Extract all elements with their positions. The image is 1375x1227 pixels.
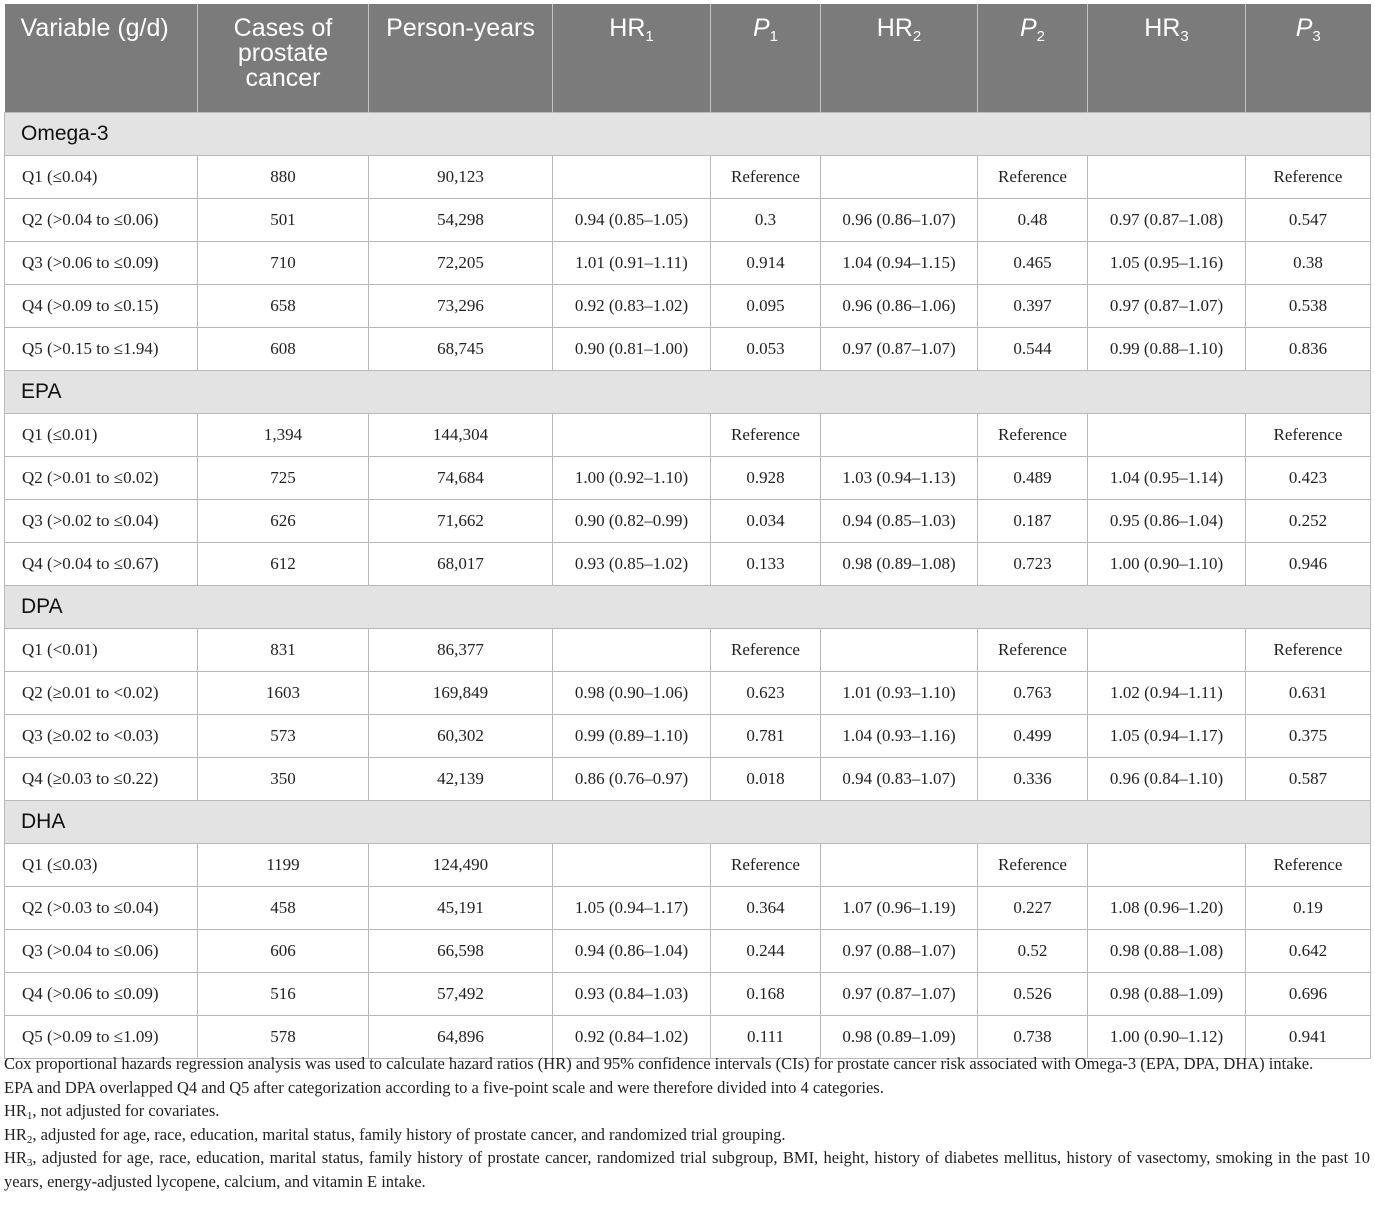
cell-cases: 658: [198, 285, 369, 328]
cell-hr3: 0.99 (0.88–1.10): [1088, 328, 1246, 371]
cell-variable: Q2 (>0.04 to ≤0.06): [5, 199, 198, 242]
cell-person-years: 144,304: [369, 414, 553, 457]
cell-cases: 458: [198, 887, 369, 930]
cell-hr1: [553, 156, 711, 199]
table-row: [5, 457, 1371, 500]
cell-p2: 0.763: [978, 672, 1088, 715]
table-row: [5, 543, 1371, 586]
cell-hr3: 1.04 (0.95–1.14): [1088, 457, 1246, 500]
cell-p3: 0.836: [1246, 328, 1371, 371]
table-row: [5, 758, 1371, 801]
cell-person-years: 169,849: [369, 672, 553, 715]
cell-hr3: 0.95 (0.86–1.04): [1088, 500, 1246, 543]
cell-cases: 606: [198, 930, 369, 973]
cell-cases: 608: [198, 328, 369, 371]
cell-hr1: [553, 629, 711, 672]
cell-hr3: [1088, 629, 1246, 672]
hr-label: HR: [876, 14, 913, 42]
cell-p1: Reference: [711, 844, 821, 887]
cell-hr1: 0.99 (0.89–1.10): [553, 715, 711, 758]
hr-label: HR: [4, 1124, 27, 1144]
cell-p3: 0.946: [1246, 543, 1371, 586]
cell-person-years: 68,017: [369, 543, 553, 586]
cell-hr2: [821, 156, 978, 199]
section-label: DPA: [5, 586, 1371, 629]
hazard-ratio-table: [4, 4, 1371, 1059]
table-row: [5, 715, 1371, 758]
cell-p3: 0.38: [1246, 242, 1371, 285]
table-body: [5, 113, 1371, 1059]
hr-label: HR: [609, 14, 646, 42]
footnote-hr3: [4, 1146, 1370, 1193]
cell-variable: Q4 (>0.04 to ≤0.67): [5, 543, 198, 586]
cell-hr2: [821, 629, 978, 672]
cell-cases: 573: [198, 715, 369, 758]
cell-hr3: 0.96 (0.84–1.10): [1088, 758, 1246, 801]
hr-label: HR: [1144, 14, 1181, 42]
cell-p3: 0.696: [1246, 973, 1371, 1016]
cell-p2: 0.738: [978, 1016, 1088, 1059]
cell-cases: 831: [198, 629, 369, 672]
cell-person-years: 74,684: [369, 457, 553, 500]
section-row: [5, 371, 1371, 414]
cell-person-years: 73,296: [369, 285, 553, 328]
cell-p2: 0.397: [978, 285, 1088, 328]
table-row: [5, 887, 1371, 930]
table-row: [5, 930, 1371, 973]
cell-p2: 0.489: [978, 457, 1088, 500]
table-row: [5, 199, 1371, 242]
cell-hr1: 0.90 (0.81–1.00): [553, 328, 711, 371]
table-header: [5, 4, 1371, 113]
p-subscript: 1: [769, 28, 779, 45]
cell-p2: 0.465: [978, 242, 1088, 285]
cell-p3: 0.423: [1246, 457, 1371, 500]
table-row: [5, 973, 1371, 1016]
cell-p3: 0.538: [1246, 285, 1371, 328]
cell-hr3: [1088, 156, 1246, 199]
cell-p3: Reference: [1246, 844, 1371, 887]
cell-hr1: 0.94 (0.85–1.05): [553, 199, 711, 242]
cell-cases: 626: [198, 500, 369, 543]
table-row: [5, 242, 1371, 285]
footnote-hr3-text: , adjusted for age, race, education, marital status, family history of prostate cancer, randomized trial subgroup, BMI, height, history of diabetes mellitus, history of vasectomy, smoking in the past 10 years, energy-adjusted lycopene, calcium, and vitamin E intake.: [4, 1148, 1370, 1191]
cell-variable: Q4 (>0.06 to ≤0.09): [5, 973, 198, 1016]
hr-subscript: 1: [26, 1110, 33, 1122]
cell-cases: 578: [198, 1016, 369, 1059]
cell-p2: 0.336: [978, 758, 1088, 801]
cell-hr3: 1.05 (0.94–1.17): [1088, 715, 1246, 758]
cell-p1: 0.623: [711, 672, 821, 715]
cell-hr2: 0.98 (0.89–1.09): [821, 1016, 978, 1059]
cell-variable: Q1 (≤0.03): [5, 844, 198, 887]
cell-p3: Reference: [1246, 629, 1371, 672]
cell-variable: Q3 (>0.02 to ≤0.04): [5, 500, 198, 543]
cell-p1: 0.914: [711, 242, 821, 285]
cell-hr2: 1.03 (0.94–1.13): [821, 457, 978, 500]
cell-hr1: 0.93 (0.84–1.03): [553, 973, 711, 1016]
header-hr3: [1088, 4, 1246, 113]
cell-variable: Q1 (≤0.01): [5, 414, 198, 457]
cell-p3: 0.941: [1246, 1016, 1371, 1059]
cell-hr1: [553, 414, 711, 457]
cell-cases: 350: [198, 758, 369, 801]
cell-p2: 0.227: [978, 887, 1088, 930]
cell-hr2: 0.96 (0.86–1.07): [821, 199, 978, 242]
results-table-container: [4, 4, 1370, 1059]
cell-p1: 0.034: [711, 500, 821, 543]
cell-p1: 0.168: [711, 973, 821, 1016]
cell-p2: Reference: [978, 414, 1088, 457]
footnote-hr1: [4, 1099, 1370, 1123]
cell-variable: Q5 (>0.15 to ≤1.94): [5, 328, 198, 371]
cell-p1: 0.095: [711, 285, 821, 328]
cell-hr2: [821, 414, 978, 457]
cell-p1: 0.018: [711, 758, 821, 801]
cell-hr3: 1.08 (0.96–1.20): [1088, 887, 1246, 930]
cell-hr3: 1.02 (0.94–1.11): [1088, 672, 1246, 715]
p-label: P: [752, 14, 770, 42]
cell-person-years: 90,123: [369, 156, 553, 199]
cell-hr1: 1.01 (0.91–1.11): [553, 242, 711, 285]
cell-person-years: 68,745: [369, 328, 553, 371]
hr-subscript: 3: [26, 1157, 33, 1169]
cell-p1: Reference: [711, 629, 821, 672]
section-label: EPA: [5, 371, 1371, 414]
cell-cases: 516: [198, 973, 369, 1016]
cell-p2: 0.52: [978, 930, 1088, 973]
cell-person-years: 54,298: [369, 199, 553, 242]
cell-person-years: 72,205: [369, 242, 553, 285]
cell-p2: 0.187: [978, 500, 1088, 543]
cell-hr1: 0.86 (0.76–0.97): [553, 758, 711, 801]
section-label: DHA: [5, 801, 1371, 844]
table-row: [5, 500, 1371, 543]
cell-variable: Q3 (>0.06 to ≤0.09): [5, 242, 198, 285]
footnote-hr2: [4, 1123, 1370, 1147]
hr-subscript: 1: [645, 28, 654, 45]
cell-hr3: [1088, 844, 1246, 887]
cell-variable: Q2 (>0.03 to ≤0.04): [5, 887, 198, 930]
table-footnotes: [4, 1052, 1370, 1193]
cell-p1: 0.928: [711, 457, 821, 500]
p-subscript: 2: [1036, 28, 1046, 45]
p-label: P: [1295, 14, 1313, 42]
hr-subscript: 2: [912, 28, 922, 45]
cell-hr2: 0.94 (0.83–1.07): [821, 758, 978, 801]
cell-p2: Reference: [978, 629, 1088, 672]
cell-p2: 0.499: [978, 715, 1088, 758]
cell-p3: 0.252: [1246, 500, 1371, 543]
cell-p3: 0.642: [1246, 930, 1371, 973]
cell-hr2: 1.04 (0.93–1.16): [821, 715, 978, 758]
header-p3: [1246, 4, 1371, 113]
cell-variable: Q2 (≥0.01 to <0.02): [5, 672, 198, 715]
cell-hr1: 0.98 (0.90–1.06): [553, 672, 711, 715]
cell-cases: 1603: [198, 672, 369, 715]
cell-hr2: 0.96 (0.86–1.06): [821, 285, 978, 328]
cell-hr3: 1.00 (0.90–1.10): [1088, 543, 1246, 586]
footnote-hr2-text: , adjusted for age, race, education, marital status, family history of prostate cancer, and randomized trial grouping.: [32, 1124, 786, 1144]
table-row: [5, 414, 1371, 457]
cell-person-years: 66,598: [369, 930, 553, 973]
cell-variable: Q1 (<0.01): [5, 629, 198, 672]
cell-p2: 0.526: [978, 973, 1088, 1016]
cell-cases: 710: [198, 242, 369, 285]
cell-p3: Reference: [1246, 156, 1371, 199]
cell-person-years: 60,302: [369, 715, 553, 758]
header-p1: [711, 4, 821, 113]
cell-person-years: 71,662: [369, 500, 553, 543]
section-label: Omega-3: [5, 113, 1371, 156]
footnote-hr1-text: , not adjusted for covariates.: [32, 1101, 220, 1120]
hr-label: HR: [4, 1101, 27, 1120]
hr-subscript: 2: [26, 1133, 33, 1146]
cell-p3: 0.547: [1246, 199, 1371, 242]
cell-p2: 0.48: [978, 199, 1088, 242]
cell-p2: 0.723: [978, 543, 1088, 586]
cell-hr2: 0.97 (0.88–1.07): [821, 930, 978, 973]
cell-p3: 0.587: [1246, 758, 1371, 801]
cell-cases: 1,394: [198, 414, 369, 457]
cell-variable: Q4 (≥0.03 to ≤0.22): [5, 758, 198, 801]
cell-hr3: 0.97 (0.87–1.07): [1088, 285, 1246, 328]
footnote-method: Cox proportional hazards regression analysis was used to calculate hazard ratios (HR) and 95% confidence intervals (CIs) for prostate cancer risk associated with Omega-3 (EPA, DPA, DHA) intake.: [4, 1054, 1314, 1073]
cell-p1: 0.781: [711, 715, 821, 758]
cell-person-years: 57,492: [369, 973, 553, 1016]
cell-variable: Q3 (>0.04 to ≤0.06): [5, 930, 198, 973]
cell-p1: 0.111: [711, 1016, 821, 1059]
table-row: [5, 156, 1371, 199]
cell-hr2: 1.04 (0.94–1.15): [821, 242, 978, 285]
cell-person-years: 64,896: [369, 1016, 553, 1059]
cell-hr1: [553, 844, 711, 887]
table-row: [5, 672, 1371, 715]
cell-cases: 612: [198, 543, 369, 586]
table-row: [5, 285, 1371, 328]
cell-p1: 0.133: [711, 543, 821, 586]
table-row: [5, 844, 1371, 887]
cell-person-years: 42,139: [369, 758, 553, 801]
table-row: [5, 629, 1371, 672]
header-person-years: Person-years: [369, 4, 553, 113]
header-hr2: [821, 4, 978, 113]
cell-hr2: 1.01 (0.93–1.10): [821, 672, 978, 715]
cell-cases: 880: [198, 156, 369, 199]
hr-subscript: 3: [1180, 28, 1189, 45]
cell-hr1: 0.93 (0.85–1.02): [553, 543, 711, 586]
cell-hr3: 0.97 (0.87–1.08): [1088, 199, 1246, 242]
cell-hr1: 0.92 (0.83–1.02): [553, 285, 711, 328]
cell-cases: 501: [198, 199, 369, 242]
section-row: [5, 586, 1371, 629]
cell-hr3: 0.98 (0.88–1.09): [1088, 973, 1246, 1016]
cell-p3: Reference: [1246, 414, 1371, 457]
section-row: [5, 113, 1371, 156]
cell-hr3: [1088, 414, 1246, 457]
cell-hr3: 1.00 (0.90–1.12): [1088, 1016, 1246, 1059]
cell-hr3: 0.98 (0.88–1.08): [1088, 930, 1246, 973]
cell-hr1: 1.00 (0.92–1.10): [553, 457, 711, 500]
hr-label: HR: [4, 1148, 27, 1167]
cell-p1: 0.364: [711, 887, 821, 930]
cell-p3: 0.375: [1246, 715, 1371, 758]
cell-hr1: 1.05 (0.94–1.17): [553, 887, 711, 930]
cell-p1: Reference: [711, 414, 821, 457]
cell-variable: Q5 (>0.09 to ≤1.09): [5, 1016, 198, 1059]
cell-hr3: 1.05 (0.95–1.16): [1088, 242, 1246, 285]
cell-p1: Reference: [711, 156, 821, 199]
cell-p3: 0.19: [1246, 887, 1371, 930]
cell-person-years: 124,490: [369, 844, 553, 887]
header-variable: Variable (g/d): [5, 4, 198, 113]
cell-hr2: 0.94 (0.85–1.03): [821, 500, 978, 543]
cell-p1: 0.053: [711, 328, 821, 371]
cell-person-years: 86,377: [369, 629, 553, 672]
cell-p3: 0.631: [1246, 672, 1371, 715]
cell-p1: 0.3: [711, 199, 821, 242]
header-hr1: [553, 4, 711, 113]
cell-hr2: [821, 844, 978, 887]
cell-p2: Reference: [978, 156, 1088, 199]
cell-cases: 1199: [198, 844, 369, 887]
header-p2: [978, 4, 1088, 113]
cell-hr2: 0.97 (0.87–1.07): [821, 328, 978, 371]
section-row: [5, 801, 1371, 844]
cell-hr2: 1.07 (0.96–1.19): [821, 887, 978, 930]
cell-p2: Reference: [978, 844, 1088, 887]
cell-variable: Q1 (≤0.04): [5, 156, 198, 199]
cell-cases: 725: [198, 457, 369, 500]
cell-hr1: 0.90 (0.82–0.99): [553, 500, 711, 543]
table-row: [5, 328, 1371, 371]
cell-p1: 0.244: [711, 930, 821, 973]
cell-p2: 0.544: [978, 328, 1088, 371]
p-subscript: 3: [1312, 28, 1321, 45]
cell-hr1: 0.94 (0.86–1.04): [553, 930, 711, 973]
cell-variable: Q3 (≥0.02 to <0.03): [5, 715, 198, 758]
p-label: P: [1019, 14, 1037, 42]
cell-hr2: 0.97 (0.87–1.07): [821, 973, 978, 1016]
cell-person-years: 45,191: [369, 887, 553, 930]
cell-variable: Q4 (>0.09 to ≤0.15): [5, 285, 198, 328]
footnote-categories: EPA and DPA overlapped Q4 and Q5 after categorization according to a five-point scale and were therefore divided into 4 categories.: [4, 1077, 884, 1097]
header-cases: Cases of prostate cancer: [198, 4, 369, 113]
cell-variable: Q2 (>0.01 to ≤0.02): [5, 457, 198, 500]
cell-hr1: 0.92 (0.84–1.02): [553, 1016, 711, 1059]
cell-hr2: 0.98 (0.89–1.08): [821, 543, 978, 586]
